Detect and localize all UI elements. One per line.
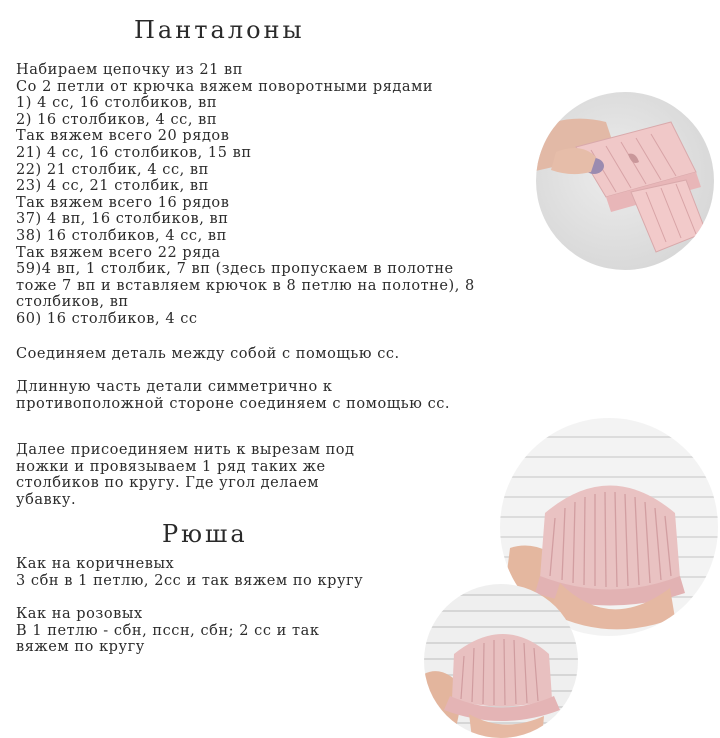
instruction-line: Как на коричневых: [16, 556, 175, 572]
instruction-line: 59)4 вп, 1 столбик, 7 вп (здесь пропускаем в полотне: [16, 261, 454, 278]
long-part-paragraph: [16, 379, 450, 412]
ruffle-brown-instructions: [16, 556, 363, 589]
instruction-line: 22) 21 столбик, 4 сс, вп: [16, 161, 209, 178]
ruffle-pink-instructions: [16, 606, 319, 656]
instruction-line: Так вяжем всего 20 рядов: [16, 128, 230, 145]
instruction-line: Так вяжем всего 22 ряда: [16, 244, 221, 261]
instruction-line: 21) 4 сс, 16 столбиков, 15 вп: [16, 144, 252, 161]
paragraph-line: столбиков по кругу. Где угол делаем: [16, 475, 320, 492]
instruction-line: столбиков, вп: [16, 294, 129, 311]
paragraph-line: убавку.: [16, 491, 77, 508]
instruction-line: Как на розовых: [16, 606, 143, 622]
photo-flat-piece: [536, 92, 714, 270]
title-pants: Панталоны: [134, 16, 305, 44]
instruction-line: В 1 петлю - сбн, пссн, сбн; 2 сс и так: [16, 622, 320, 639]
instruction-line: 60) 16 столбиков, 4 сс: [16, 310, 198, 327]
instruction-line: 23) 4 сс, 21 столбик, вп: [16, 178, 209, 195]
instruction-line: Со 2 петли от крючка вяжем поворотными рядами: [16, 78, 434, 95]
crochet-piece-illustration: [536, 92, 714, 270]
join-paragraph: [16, 346, 400, 363]
instruction-line: 37) 4 вп, 16 столбиков, вп: [16, 211, 229, 228]
instruction-line: 38) 16 столбиков, 4 сс, вп: [16, 227, 227, 244]
instruction-line: вяжем по кругу: [16, 639, 145, 656]
pants-instructions: [16, 62, 475, 328]
paragraph-line: Длинную часть детали симметрично к: [16, 379, 333, 395]
title-ruffle: Рюша: [162, 520, 248, 548]
paragraph-line: Далее присоединяем нить к вырезам под: [16, 442, 355, 458]
instruction-line: Набираем цепочку из 21 вп: [16, 62, 243, 78]
instruction-line: Так вяжем всего 16 рядов: [16, 194, 230, 211]
instruction-line: 3 сбн в 1 петлю, 2сс и так вяжем по кругу: [16, 572, 364, 589]
paragraph-line: Соединяем деталь между собой с помощью сс.: [16, 346, 400, 362]
instruction-line: 1) 4 сс, 16 столбиков, вп: [16, 95, 218, 112]
instruction-line: тоже 7 вп и вставляем крючок в 8 петлю на полотне), 8: [16, 277, 475, 294]
paragraph-line: противоположной стороне соединяем с помощью сс.: [16, 395, 451, 412]
ruffle-illustration: [424, 584, 578, 738]
leg-openings-paragraph: [16, 442, 355, 508]
photo-bloomers-ruffle: [424, 584, 578, 738]
instruction-line: 2) 16 столбиков, 4 сс, вп: [16, 111, 218, 128]
paragraph-line: ножки и провязываем 1 ряд таких же: [16, 458, 326, 475]
